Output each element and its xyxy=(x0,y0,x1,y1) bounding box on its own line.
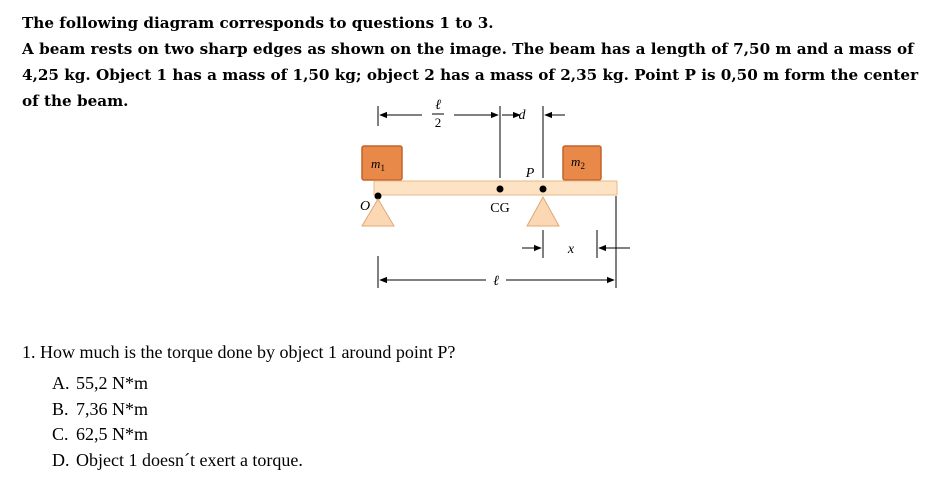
point-CG xyxy=(497,186,504,193)
label-CG: CG xyxy=(490,201,510,216)
label-d: d xyxy=(518,108,526,123)
label-P: P xyxy=(525,166,535,181)
point-P xyxy=(540,186,547,193)
answer-options xyxy=(22,371,455,473)
option-text: Object 1 doesn´t exert a torque. xyxy=(76,449,303,470)
label-x: x xyxy=(567,242,575,257)
support-right xyxy=(527,197,559,226)
option-letter: D. xyxy=(52,449,70,470)
beam xyxy=(374,181,617,195)
label-l-half-num: ℓ xyxy=(435,98,441,113)
label-m2: $m_2$ xyxy=(571,154,585,171)
option-letter: A. xyxy=(52,373,70,393)
option-b xyxy=(52,397,455,423)
question-block xyxy=(22,340,455,473)
question-text: 1. How much is the torque done by object 1 around point P? xyxy=(22,342,456,362)
label-l-bottom: ℓ xyxy=(493,274,499,289)
option-letter: B. xyxy=(52,398,69,419)
intro-line-1: The following diagram corresponds to questions 1 to 3. xyxy=(22,14,494,32)
beam-diagram xyxy=(350,98,630,298)
option-d xyxy=(52,448,455,474)
option-text: 62,5 N*m xyxy=(76,424,148,444)
option-letter: C. xyxy=(52,424,69,444)
option-a xyxy=(52,371,455,397)
label-O: O xyxy=(359,199,371,214)
option-c xyxy=(52,422,455,448)
option-text: 7,36 N*m xyxy=(76,398,148,419)
intro-line-2: A beam rests on two sharp edges as shown on the image. The beam has a length of 7,50 m and a mass of 4,25 kg. Object 1 has a mass of 1,50 kg; object 2 has a mass of 2,35 kg. Point P is 0,50 m form the center of the beam. xyxy=(22,40,919,110)
option-text: 55,2 N*m xyxy=(76,373,148,393)
label-m1: $m_1$ xyxy=(371,156,385,173)
label-l-half-den: 2 xyxy=(434,115,442,130)
